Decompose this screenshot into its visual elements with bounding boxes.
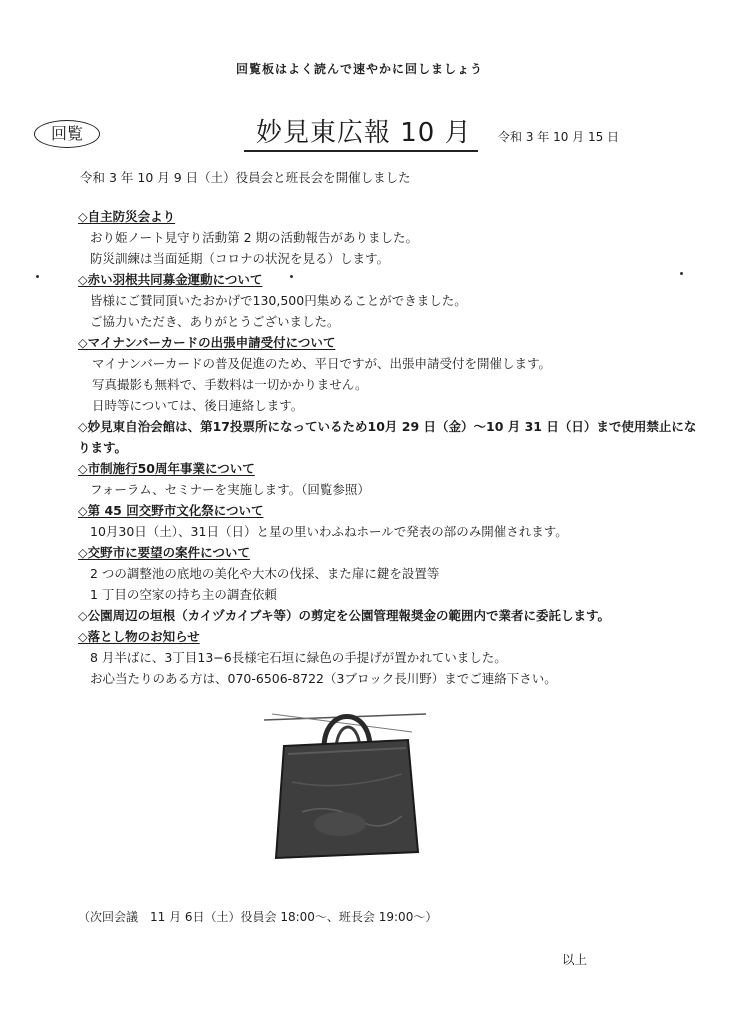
section-line: 写真撮影も無料で、手数料は一切かかりません。: [92, 377, 368, 392]
section-heading-text: ◇落とし物のお知らせ: [78, 629, 200, 644]
section-line: 防災訓練は当面延期（コロナの状況を見る）します。: [90, 251, 390, 266]
handbag-icon: [262, 712, 428, 864]
section-heading: ◇公園周辺の垣根（カイヅカイブキ等）の剪定を公園管理報奨金の範囲内で業者に委託します。: [78, 608, 610, 623]
section-heading-text: ◇市制施行50周年事業について: [78, 461, 255, 476]
closing-mark: 以上: [562, 952, 588, 967]
section-line: フォーラム、セミナーを実施します。（回覧参照）: [90, 482, 370, 497]
section-line: ご協力いただき、ありがとうございました。: [90, 314, 340, 329]
section-line: お心当たりのある方は、070-6506-8722（3ブロック長川野）までご連絡下さい。: [90, 671, 557, 686]
section-heading: [78, 458, 698, 479]
section-heading: [78, 626, 698, 647]
section-heading: [78, 269, 698, 290]
meeting-intro: 令和 3 年 10 月 9 日（土）役員会と班長会を開催しました: [80, 170, 411, 185]
section-heading: ◇妙見東自治会館は、第17投票所になっているため10月 29 日（金）〜10 月 31 日（日）まで使用禁止になります。: [78, 419, 697, 455]
section-line: 皆様にご賛同頂いたおかげで130,500円集めることができました。: [90, 293, 467, 308]
section-line: 1 丁目の空家の持ち主の調査依頼: [90, 587, 277, 602]
section-line: マイナンバーカードの普及促進のため、平日ですが、出張申請受付を開催します。: [92, 356, 552, 371]
next-meeting: （次回会議 11 月 6日（土）役員会 18:00〜、班長会 19:00〜）: [78, 910, 438, 924]
section-heading-text: ◇交野市に要望の案件について: [78, 545, 250, 560]
section-heading-text: ◇第 45 回交野市文化祭について: [78, 503, 264, 518]
scan-speck: [36, 275, 39, 278]
scan-speck: [290, 275, 293, 278]
lost-bag-photo: [262, 712, 428, 864]
section-line: 2 つの調整池の底地の美化や大木の伐採、また扉に鍵を設置等: [90, 566, 440, 581]
scan-speck: [680, 272, 683, 275]
circulate-stamp: 回覧: [34, 120, 100, 148]
section-line: 日時等については、後日連絡します。: [92, 398, 304, 413]
page-title: 妙見東広報 10 月: [244, 112, 478, 152]
issue-date: 令和 3 年 10 月 15 日: [498, 130, 620, 144]
notice-line: 回覧板はよく読んで速やかに回しましょう: [236, 62, 484, 76]
sections-list: [78, 206, 698, 689]
section-heading: [78, 332, 698, 353]
section-line: 10月30日（土）、31日（日）と星の里いわふねホールで発表の部のみ開催されます。: [90, 524, 568, 539]
section-line: おり姫ノート見守り活動第 2 期の活動報告がありました。: [90, 230, 419, 245]
section-heading: [78, 542, 698, 563]
section-line: 8 月半ばに、3丁目13−6長様宅石垣に緑色の手提げが置かれていました。: [90, 650, 507, 665]
section-heading: [78, 206, 698, 227]
section-heading-text: ◇マイナンバーカードの出張申請受付について: [78, 335, 336, 350]
section-heading-text: ◇赤い羽根共同募金運動について: [78, 272, 263, 287]
section-heading-text: ◇自主防災会より: [78, 209, 176, 224]
section-heading: [78, 500, 698, 521]
